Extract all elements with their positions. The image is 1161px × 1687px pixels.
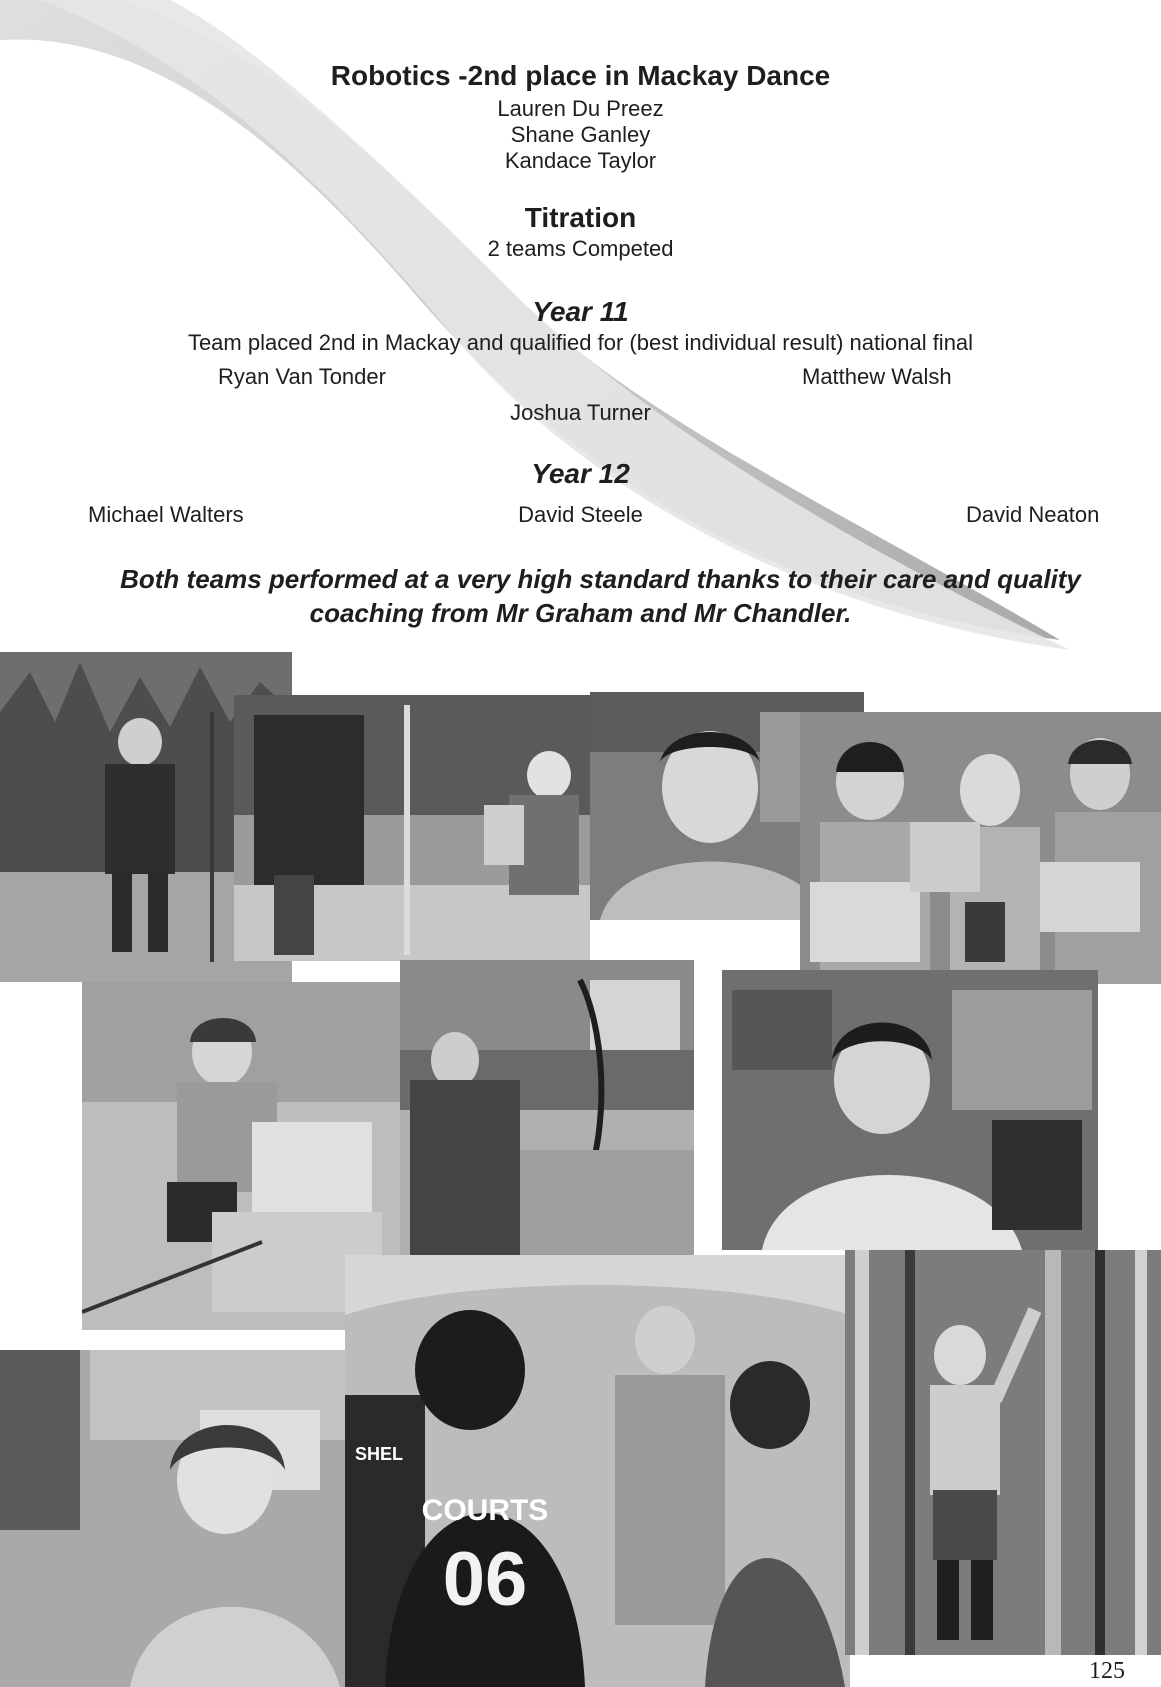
year12-member-right: David Neaton (966, 502, 1100, 527)
robotics-member: Shane Ganley (510, 122, 651, 147)
year11-note: Team placed 2nd in Mackay and qualified for (best individual result) national final (187, 330, 974, 355)
closing-line-1: Both teams performed at a very high standard thanks to their care and quality (120, 564, 1081, 594)
year11-member-center: Joshua Turner (510, 400, 651, 425)
titration-heading: Titration (524, 202, 637, 233)
year12-member-center: David Steele (518, 502, 643, 527)
jersey-name-text: COURTS (421, 1494, 549, 1527)
jersey-number-text: 06 (442, 1537, 528, 1622)
photo-outdoor-measurement (234, 695, 590, 961)
photo-student-office (722, 970, 1098, 1250)
page-number: 125 (1089, 1658, 1125, 1684)
titration-subtitle: 2 teams Competed (487, 236, 674, 261)
robotics-member: Kandace Taylor (504, 148, 657, 173)
photo-jersey-students (345, 1255, 850, 1687)
year12-member-left: Michael Walters (88, 502, 244, 527)
robotics-member: Lauren Du Preez (497, 96, 664, 121)
year11-member-left: Ryan Van Tonder (218, 364, 386, 389)
photo-woman-desk (0, 1350, 352, 1687)
year11-heading: Year 11 (532, 296, 629, 327)
photo-classroom (400, 960, 694, 1256)
robotics-heading: Robotics -2nd place in Mackay Dance (330, 60, 831, 91)
photo-robotics-team (800, 712, 1161, 984)
year11-member-right: Matthew Walsh (802, 364, 952, 389)
year12-heading: Year 12 (531, 458, 630, 489)
jersey-top-text: SHEL (355, 1444, 404, 1464)
closing-line-2: coaching from Mr Graham and Mr Chandler. (309, 598, 852, 628)
photo-student-forest (845, 1250, 1161, 1655)
